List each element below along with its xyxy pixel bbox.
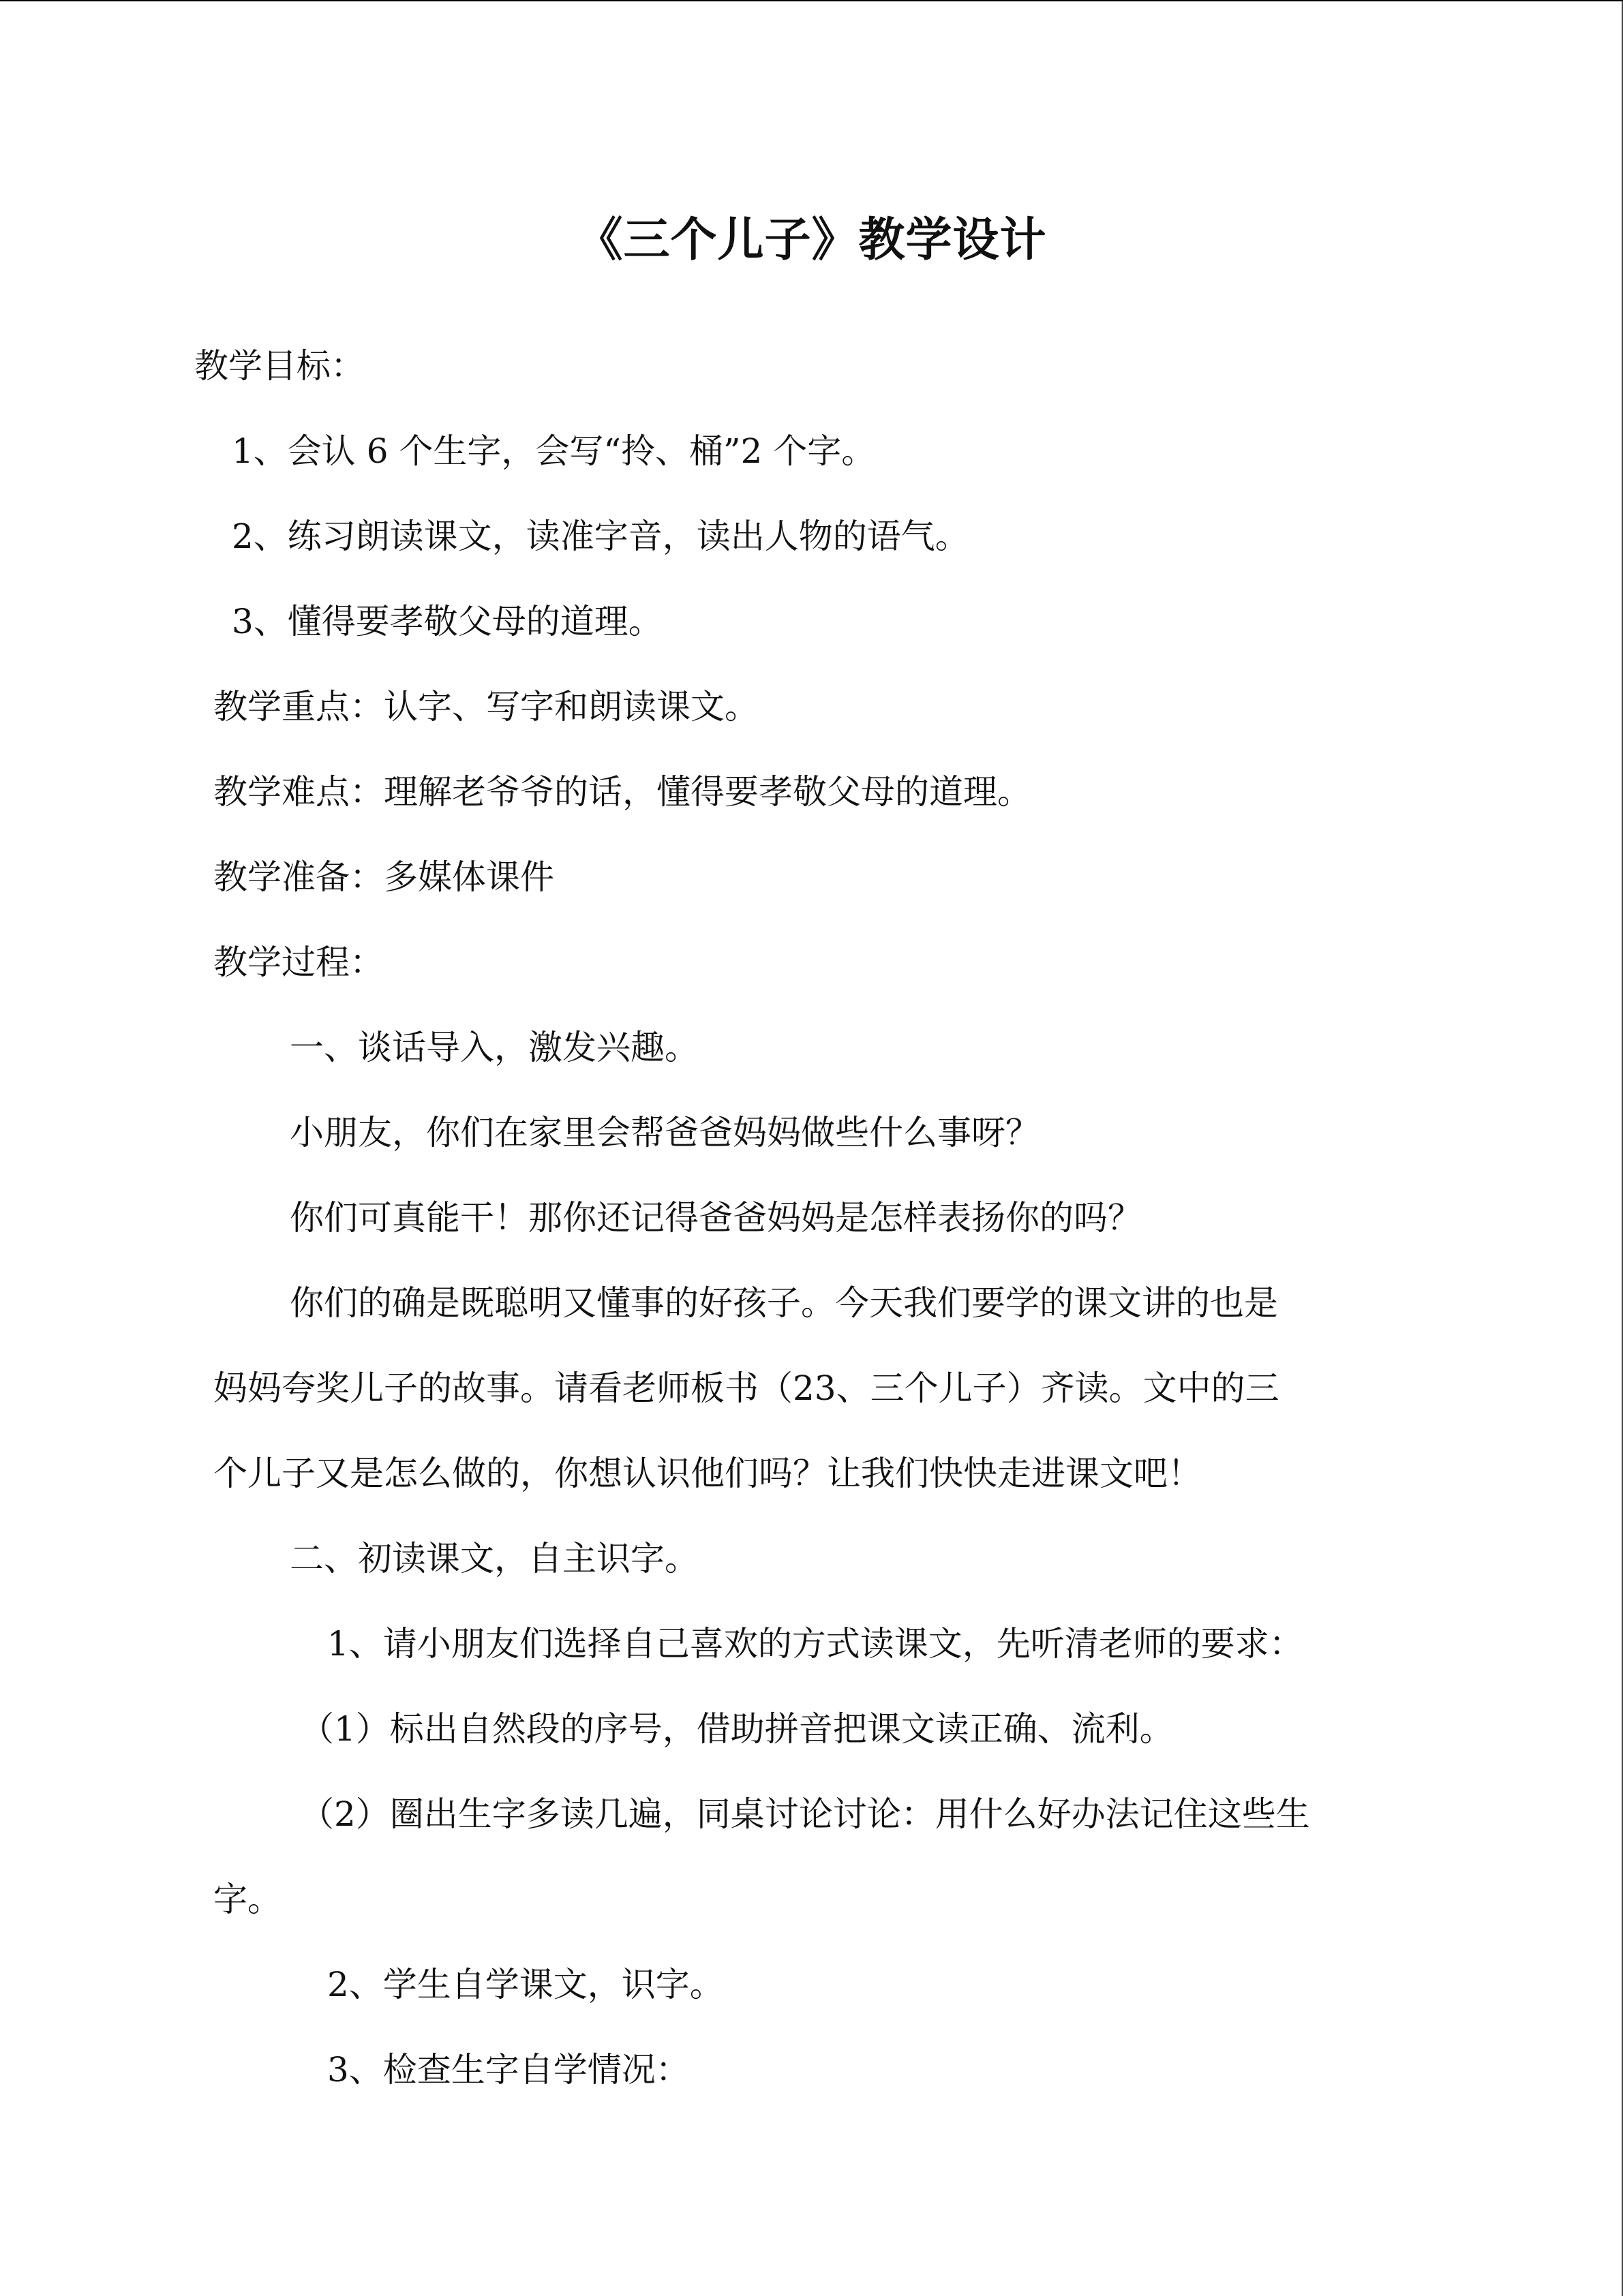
sub-item-1: 1、请小朋友们选择自己喜欢的方式读课文，先听清老师的要求： — [327, 1624, 1303, 1664]
difficulties-line: 教学难点：理解老爷爷的话，懂得要孝敬父母的道理。 — [213, 772, 1031, 812]
sub-item-1-2: （2）圈出生字多读几遍，同桌讨论讨论：用什么好办法记住这些生 — [300, 1794, 1310, 1834]
section-heading-objectives: 教学目标： — [194, 346, 365, 386]
sub-item-3: 3、检查生字自学情况： — [327, 2050, 690, 2090]
preparation-line: 教学准备：多媒体课件 — [213, 857, 554, 897]
section-heading-process: 教学过程： — [213, 943, 384, 982]
sub-item-1-2-continuation: 字。 — [213, 1880, 282, 1919]
paragraph-line: 个儿子又是怎么做的，你想认识他们吗？让我们快快走进课文吧！ — [213, 1454, 1202, 1493]
sub-item-1-1: （1）标出自然段的序号，借助拼音把课文读正确、流利。 — [300, 1709, 1174, 1749]
paragraph-line: 小朋友，你们在家里会帮爸爸妈妈做些什么事呀？ — [290, 1113, 1040, 1152]
objective-item-2: 2、练习朗读课文，读准字音，读出人物的语气。 — [232, 517, 969, 556]
key-points-line: 教学重点：认字、写字和朗读课文。 — [213, 687, 759, 726]
sub-item-2: 2、学生自学课文，识字。 — [327, 1965, 724, 2004]
document-title: 《三个儿子》教学设计 — [576, 213, 1047, 267]
paragraph-line: 你们可真能干！那你还记得爸爸妈妈是怎样表扬你的吗？ — [290, 1198, 1142, 1238]
paragraph-line: 妈妈夸奖儿子的故事。请看老师板书（23、三个儿子）齐读。文中的三 — [213, 1368, 1279, 1408]
step-heading-1: 一、谈话导入，激发兴趣。 — [290, 1028, 699, 1067]
step-heading-2: 二、初读课文，自主识字。 — [290, 1539, 699, 1578]
objective-item-1: 1、会认 6 个生字，会写“拎、桶”2 个字。 — [232, 431, 876, 471]
objective-item-3: 3、懂得要孝敬父母的道理。 — [232, 602, 663, 641]
paragraph-line: 你们的确是既聪明又懂事的好孩子。今天我们要学的课文讲的也是 — [290, 1283, 1278, 1323]
